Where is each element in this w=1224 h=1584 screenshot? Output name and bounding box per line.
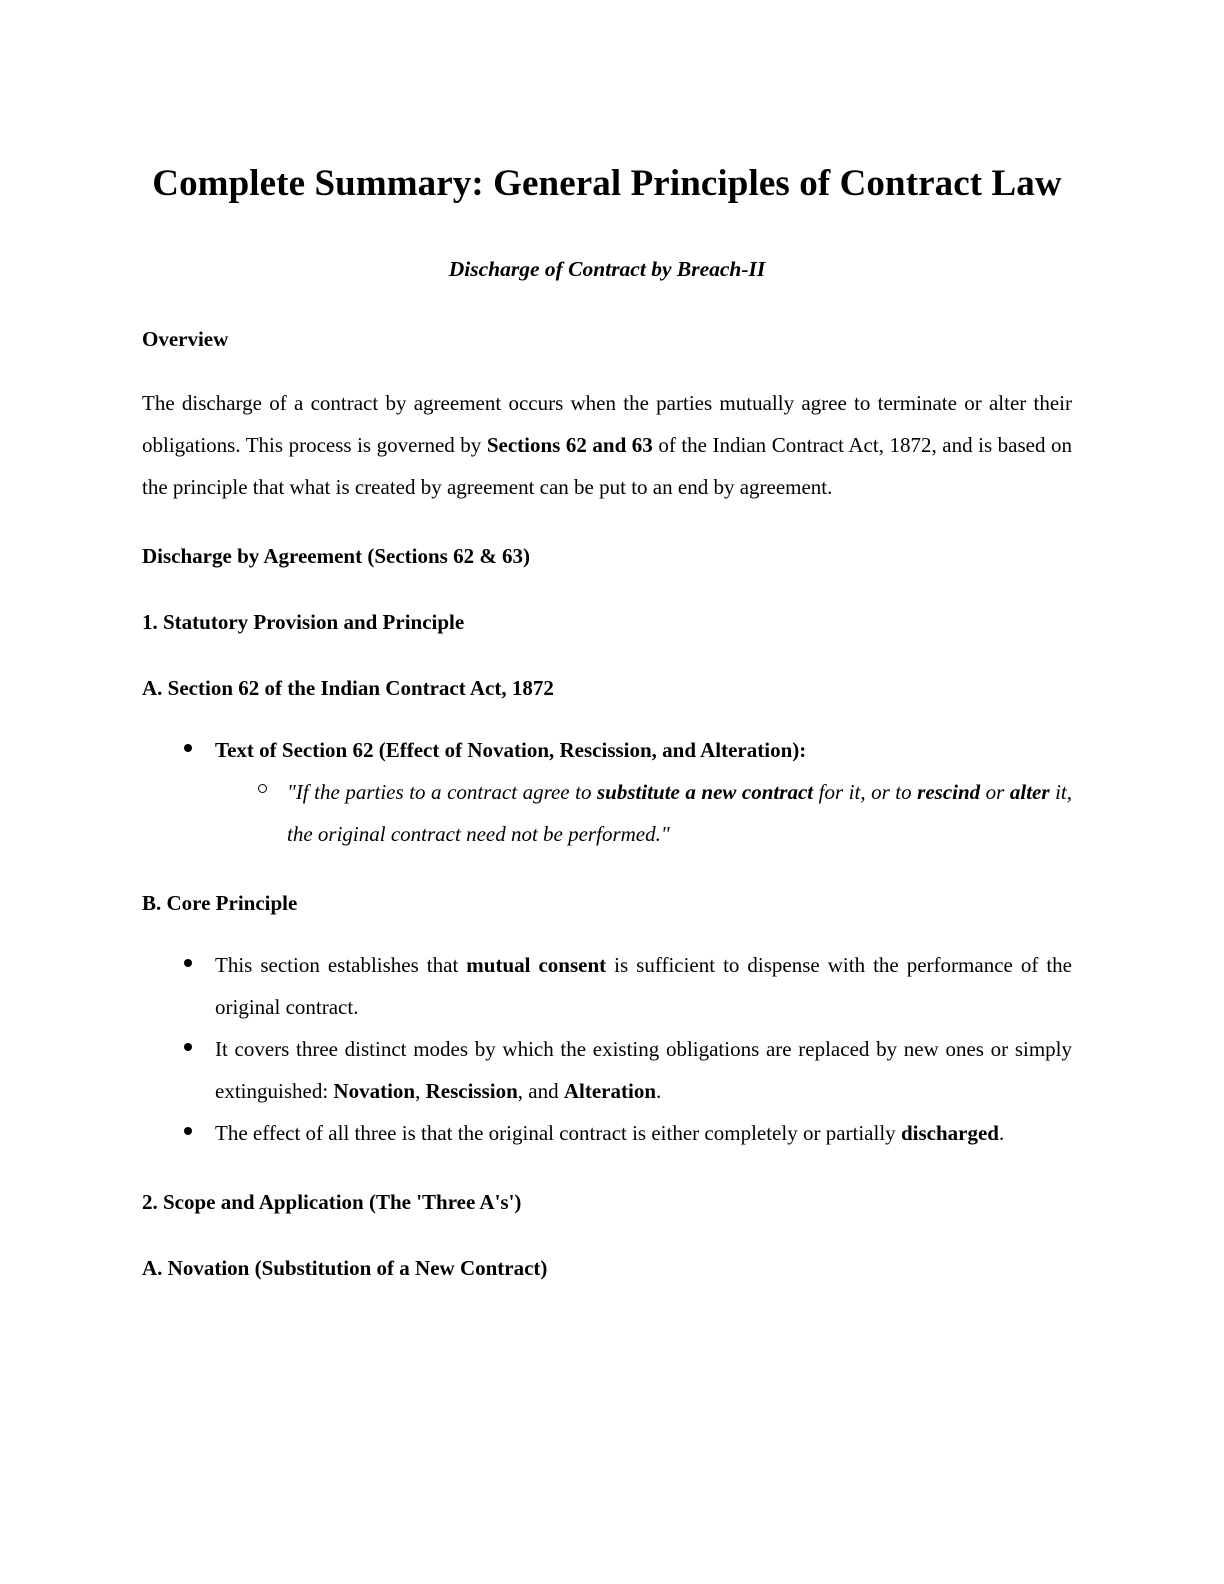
bullet-point-icon — [184, 1028, 205, 1070]
bullet-text-of-section-62: Text of Section 62 (Effect of Novation, Rescission, and Alteration): — [215, 738, 807, 763]
core-bullet2-part2: , — [415, 1079, 426, 1104]
core-bullet1-part1: This section establishes that — [215, 953, 467, 978]
list-item — [142, 1028, 1072, 1112]
section-62-quote-list — [215, 771, 1072, 855]
core-bullet2-bold-rescission: Rescission — [425, 1079, 518, 1104]
heading-novation: A. Novation (Substitution of a New Contract) — [142, 1256, 548, 1281]
list-item — [142, 729, 1072, 855]
bullet-point-icon — [184, 944, 205, 986]
core-bullet3-part1: The effect of all three is that the original contract is either completely or partially — [215, 1121, 901, 1146]
core-bullet3-part2: . — [998, 1121, 1005, 1146]
overview-text-part1: The discharge of a contract by agreement occurs when the parties mutually agree to terminate or alter their obligations. This process is governed by — [142, 391, 1072, 458]
quote-part4: it, the original contract need not be performed." — [287, 780, 1072, 847]
quote-bold-substitute: substitute a new contract — [597, 780, 814, 805]
heading-core-principle: B. Core Principle — [142, 891, 298, 916]
core-bullet2-part1: It covers three distinct modes by which the existing obligations are replaced by new ones or simply extinguished: — [215, 1037, 1072, 1104]
overview-text-part2: of the Indian Contract Act, 1872, and is based on the principle that what is created by agreement can be put to an end by agreement. — [142, 433, 1072, 500]
core-bullet1-part2: is sufficient to dispense with the performance of the original contract. — [215, 953, 1072, 1020]
overview-paragraph — [142, 382, 1072, 508]
page-title: Complete Summary: General Principles of Contract Law — [152, 163, 1062, 204]
section-62-list — [142, 729, 1072, 855]
quote-part2: for it, or to — [813, 780, 918, 805]
list-item — [142, 944, 1072, 1028]
list-item — [142, 1112, 1072, 1154]
core-bullet3-bold-discharged: discharged — [900, 1121, 999, 1146]
heading-section-62: A. Section 62 of the Indian Contract Act, 1872 — [142, 676, 554, 701]
quote-part3: or — [980, 780, 1010, 805]
core-bullet1-bold-mutual-consent: mutual consent — [466, 953, 607, 978]
core-bullet2-part3: , and — [517, 1079, 564, 1104]
list-item — [215, 771, 1072, 855]
quote-part1: "If the parties to a contract agree to — [287, 780, 597, 805]
quote-bold-alter: alter — [1009, 780, 1050, 805]
heading-statutory-provision: 1. Statutory Provision and Principle — [142, 610, 465, 635]
bullet-point-icon — [184, 1112, 205, 1154]
heading-overview: Overview — [142, 327, 229, 352]
core-bullet2-part4: . — [656, 1079, 662, 1104]
overview-bold-sections: Sections 62 and 63 — [486, 433, 653, 458]
core-bullet2-bold-novation: Novation — [333, 1079, 416, 1104]
bullet-point-icon — [184, 729, 205, 771]
heading-discharge-by-agreement: Discharge by Agreement (Sections 62 & 63) — [142, 544, 531, 569]
core-principle-list — [142, 944, 1072, 1154]
core-bullet2-bold-alteration: Alteration — [563, 1079, 657, 1104]
document-subtitle: Discharge of Contract by Breach-II — [448, 257, 766, 282]
quote-bold-rescind: rescind — [917, 780, 981, 805]
bullet-circle-icon — [258, 771, 267, 813]
heading-scope-application: 2. Scope and Application (The 'Three A's') — [142, 1190, 522, 1215]
